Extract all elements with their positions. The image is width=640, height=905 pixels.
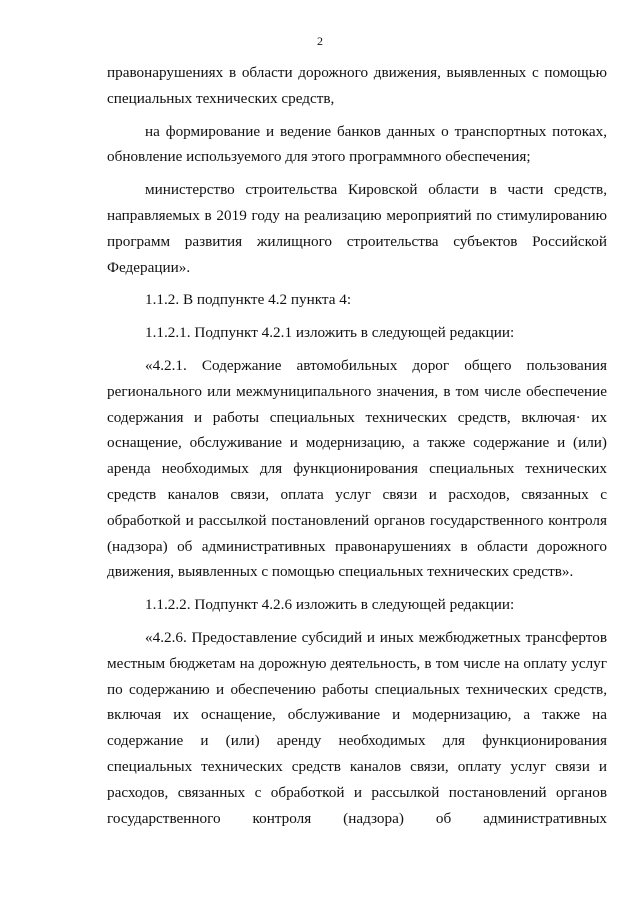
text-line: аренда необходимых для функционирования специальных технических (107, 460, 607, 478)
text-line: 1.1.2.2. Подпункт 4.2.6 изложить в следующей редакции: (145, 596, 515, 614)
text-line: содержания и работы специальных технических средств, включая· их (107, 408, 607, 426)
text-line: движения, выявленных с помощью специальных технических средств». (107, 563, 574, 581)
text-line: на формирование и ведение банков данных о транспортных потоках, (145, 122, 607, 140)
text-line: направляемых в 2019 году на реализацию мероприятий по стимулированию (107, 206, 607, 224)
text-line: государственного контроля (надзора) об административных (107, 809, 607, 827)
page-number: 2 (317, 34, 323, 48)
text-line: включая их оснащение, обслуживание и модернизацию, а также на (107, 706, 607, 724)
text-line: Федерации». (107, 258, 191, 276)
text-line: «4.2.1. Содержание автомобильных дорог общего пользования (145, 356, 607, 374)
text-line: программ развития жилищного строительства субъектов Российской (107, 232, 607, 250)
text-line: регионального или межмуниципального значения, в том числе обеспечение (107, 382, 607, 400)
text-line: «4.2.6. Предоставление субсидий и иных межбюджетных трансфертов (145, 628, 607, 646)
text-line: правонарушениях в области дорожного движения, выявленных с помощью (107, 64, 607, 81)
text-line: 1.1.2. В подпункте 4.2 пункта 4: (145, 291, 352, 309)
text-line: расходов, связанных с обработкой и рассылкой постановлений органов (107, 783, 607, 801)
text-line: средств каналов связи, оплата услуг связи и расходов, связанных с (107, 485, 607, 503)
text-line: содержание и (или) аренду необходимых для функционирования (107, 732, 607, 750)
text-line: министерство строительства Кировской области в части средств, (145, 181, 607, 199)
text-line: обработкой и рассылкой постановлений органов государственного контроля (107, 511, 607, 529)
text-line: обновление используемого для этого программного обеспечения; (107, 148, 531, 166)
text-line: по содержанию и обеспечению работы специальных технических средств, (107, 680, 607, 698)
text-line: оснащение, обслуживание и модернизацию, а также содержание и (или) (107, 434, 607, 452)
text-line: специальных технических средств каналов связи, оплату услуг связи и (107, 757, 607, 775)
document-body (107, 60, 607, 831)
text-line: местным бюджетам на дорожную деятельность, в том числе на оплату услуг (107, 654, 607, 672)
text-line: (надзора) об административных правонарушениях в области дорожного (107, 537, 607, 555)
text-line: 1.1.2.1. Подпункт 4.2.1 изложить в следующей редакции: (145, 324, 515, 342)
text-line: специальных технических средств, (107, 89, 335, 107)
